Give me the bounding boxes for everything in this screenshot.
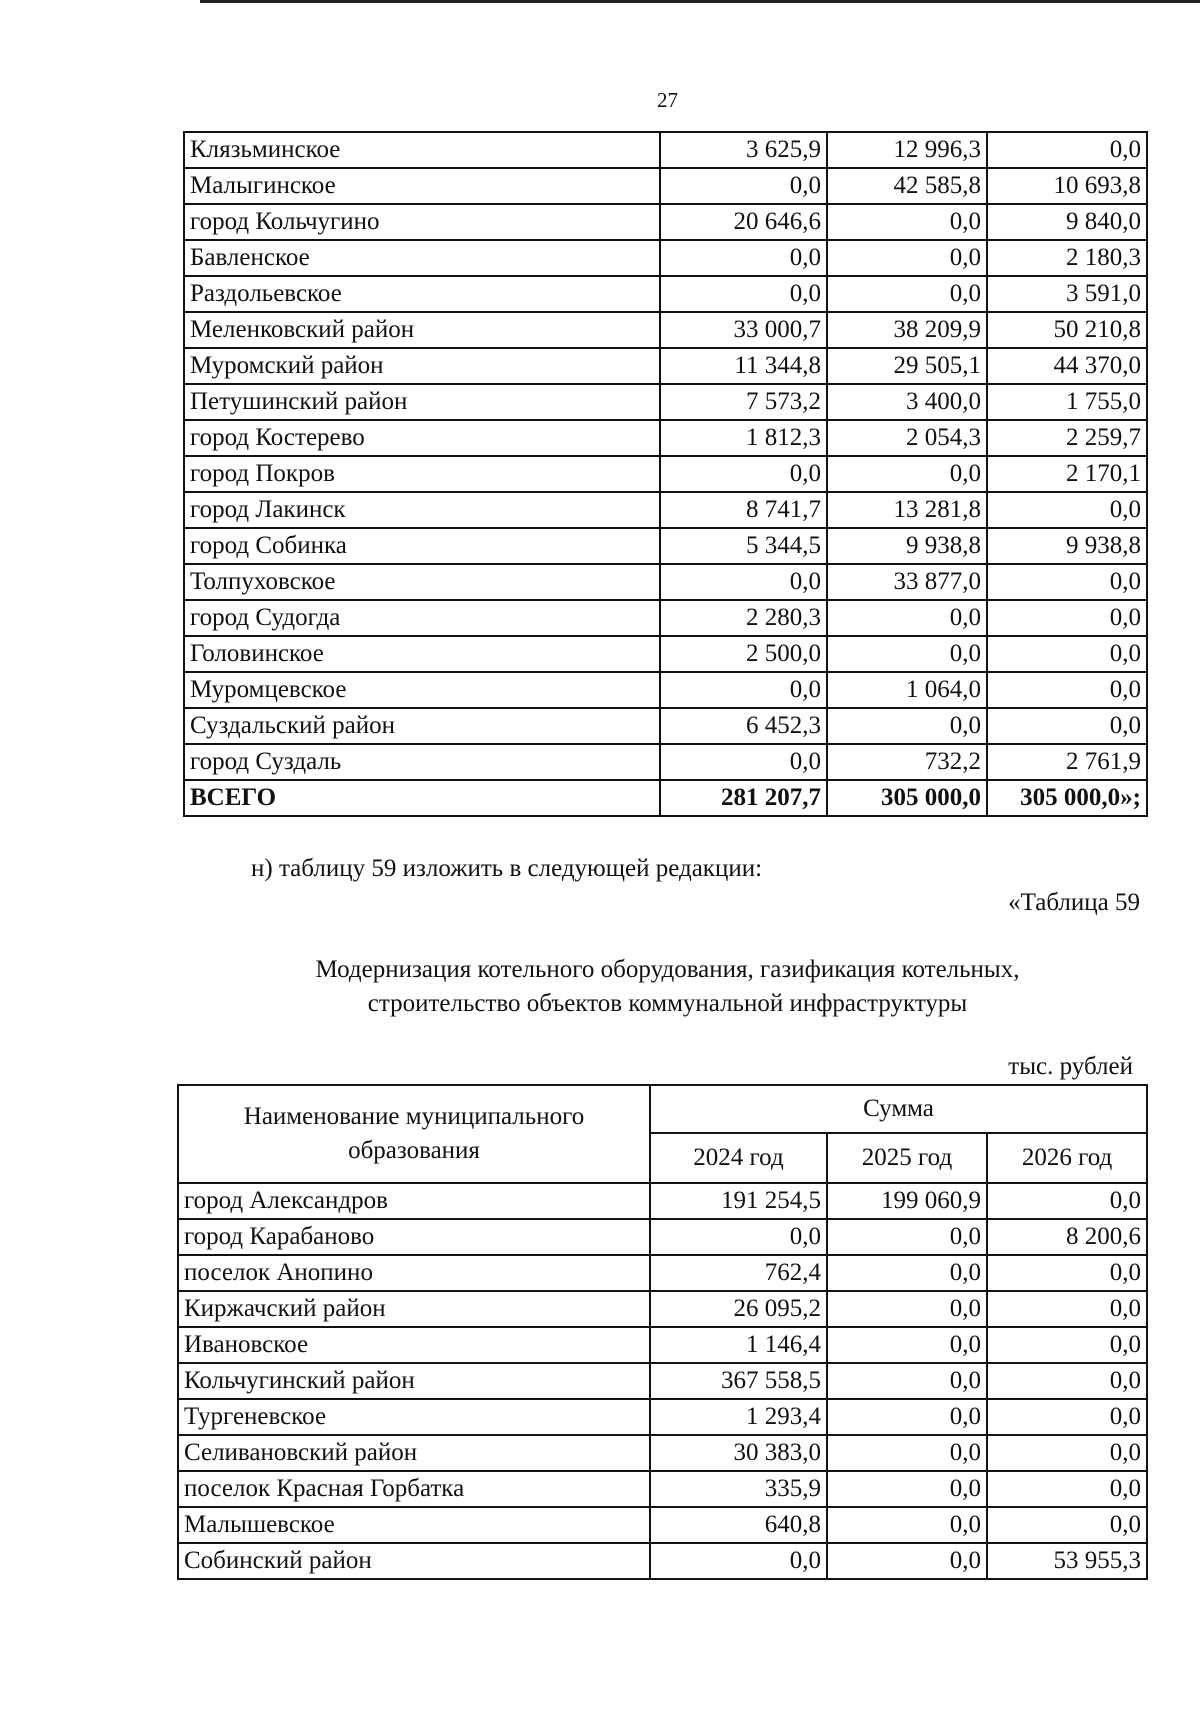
value-2024-cell: 0,0 xyxy=(660,276,827,312)
table-row xyxy=(184,240,1147,276)
municipality-cell: Собинский район xyxy=(178,1543,650,1579)
value-2025-cell: 0,0 xyxy=(827,708,987,744)
table-row xyxy=(184,168,1147,204)
table-row xyxy=(184,348,1147,384)
value-2025-cell: 0,0 xyxy=(827,1399,987,1435)
municipality-cell: Головинское xyxy=(184,636,660,672)
value-2026-cell: 10 693,8 xyxy=(987,168,1147,204)
total-value-2025-cell: 305 000,0 xyxy=(827,780,987,816)
table-row xyxy=(184,636,1147,672)
municipality-cell: Петушинский район xyxy=(184,384,660,420)
value-2024-cell: 6 452,3 xyxy=(660,708,827,744)
table-row xyxy=(178,1183,1147,1219)
header-year-2024: 2024 год xyxy=(650,1133,827,1183)
value-2024-cell: 0,0 xyxy=(660,672,827,708)
value-2025-cell: 0,0 xyxy=(827,600,987,636)
value-2026-cell: 0,0 xyxy=(987,1435,1147,1471)
value-2024-cell: 0,0 xyxy=(660,240,827,276)
value-2026-cell: 50 210,8 xyxy=(987,312,1147,348)
value-2025-cell: 0,0 xyxy=(827,1543,987,1579)
table-row xyxy=(184,204,1147,240)
value-2024-cell: 7 573,2 xyxy=(660,384,827,420)
table-row xyxy=(184,312,1147,348)
table-number-label: «Таблица 59 xyxy=(1008,889,1140,916)
units-label: тыс. рублей xyxy=(1008,1053,1133,1080)
value-2024-cell: 2 500,0 xyxy=(660,636,827,672)
value-2026-cell: 0,0 xyxy=(987,1255,1147,1291)
value-2026-cell: 53 955,3 xyxy=(987,1543,1147,1579)
value-2025-cell: 2 054,3 xyxy=(827,420,987,456)
value-2026-cell: 0,0 xyxy=(987,672,1147,708)
value-2025-cell: 0,0 xyxy=(827,204,987,240)
value-2026-cell: 0,0 xyxy=(987,564,1147,600)
table-row xyxy=(178,1255,1147,1291)
page-top-border xyxy=(200,0,1200,3)
table-title-line-2: строительство объектов коммунальной инфраструктуры xyxy=(367,990,968,1017)
value-2025-cell: 0,0 xyxy=(827,1471,987,1507)
table-row xyxy=(178,1327,1147,1363)
budget-table-continued-body xyxy=(184,132,1147,816)
header-year-2026: 2026 год xyxy=(987,1133,1147,1183)
header-municipality: Наименование муниципального образования xyxy=(178,1085,650,1183)
table-title-line-1: Модернизация котельного оборудования, газификация котельных, xyxy=(315,956,1020,983)
value-2026-cell: 2 170,1 xyxy=(987,456,1147,492)
table-59 xyxy=(177,1084,1148,1580)
value-2026-cell: 0,0 xyxy=(987,636,1147,672)
value-2026-cell: 0,0 xyxy=(987,1291,1147,1327)
value-2026-cell: 9 840,0 xyxy=(987,204,1147,240)
table-row xyxy=(184,672,1147,708)
table-row xyxy=(178,1291,1147,1327)
municipality-cell: город Собинка xyxy=(184,528,660,564)
value-2026-cell: 0,0 xyxy=(987,1507,1147,1543)
table-row xyxy=(184,564,1147,600)
municipality-cell: Суздальский район xyxy=(184,708,660,744)
value-2025-cell: 0,0 xyxy=(827,456,987,492)
value-2025-cell: 0,0 xyxy=(827,276,987,312)
value-2024-cell: 0,0 xyxy=(660,744,827,780)
value-2024-cell: 0,0 xyxy=(660,456,827,492)
value-2025-cell: 0,0 xyxy=(827,1219,987,1255)
municipality-cell: Муромский район xyxy=(184,348,660,384)
table-row xyxy=(178,1543,1147,1579)
municipality-cell: город Судогда xyxy=(184,600,660,636)
table-row xyxy=(178,1219,1147,1255)
value-2025-cell: 0,0 xyxy=(827,1291,987,1327)
value-2024-cell: 3 625,9 xyxy=(660,132,827,168)
value-2026-cell: 0,0 xyxy=(987,1399,1147,1435)
value-2026-cell: 8 200,6 xyxy=(987,1219,1147,1255)
municipality-cell: город Покров xyxy=(184,456,660,492)
value-2025-cell: 12 996,3 xyxy=(827,132,987,168)
municipality-cell: Тургеневское xyxy=(178,1399,650,1435)
total-value-2026-cell: 305 000,0»; xyxy=(987,780,1147,816)
page-number: 27 xyxy=(657,88,678,112)
table-row xyxy=(178,1507,1147,1543)
value-2025-cell: 0,0 xyxy=(827,636,987,672)
table-row xyxy=(184,132,1147,168)
municipality-cell: город Кольчугино xyxy=(184,204,660,240)
value-2024-cell: 367 558,5 xyxy=(650,1363,827,1399)
municipality-cell: Толпуховское xyxy=(184,564,660,600)
table-59-header xyxy=(178,1085,1147,1183)
table-row xyxy=(184,384,1147,420)
municipality-cell: Меленковский район xyxy=(184,312,660,348)
municipality-cell: Раздольевское xyxy=(184,276,660,312)
value-2025-cell: 732,2 xyxy=(827,744,987,780)
value-2026-cell: 0,0 xyxy=(987,1471,1147,1507)
municipality-cell: Клязьминское xyxy=(184,132,660,168)
municipality-cell: город Александров xyxy=(178,1183,650,1219)
value-2026-cell: 9 938,8 xyxy=(987,528,1147,564)
value-2025-cell: 0,0 xyxy=(827,1435,987,1471)
value-2025-cell: 9 938,8 xyxy=(827,528,987,564)
value-2024-cell: 1 293,4 xyxy=(650,1399,827,1435)
value-2024-cell: 2 280,3 xyxy=(660,600,827,636)
value-2024-cell: 1 812,3 xyxy=(660,420,827,456)
table-59-body xyxy=(178,1183,1147,1579)
value-2024-cell: 5 344,5 xyxy=(660,528,827,564)
value-2024-cell: 0,0 xyxy=(660,168,827,204)
value-2024-cell: 0,0 xyxy=(650,1219,827,1255)
municipality-cell: Малыгинское xyxy=(184,168,660,204)
value-2025-cell: 0,0 xyxy=(827,1327,987,1363)
table-row xyxy=(184,456,1147,492)
value-2026-cell: 2 180,3 xyxy=(987,240,1147,276)
value-2025-cell: 38 209,9 xyxy=(827,312,987,348)
table-row xyxy=(184,492,1147,528)
value-2024-cell: 1 146,4 xyxy=(650,1327,827,1363)
municipality-cell: Муромцевское xyxy=(184,672,660,708)
value-2024-cell: 26 095,2 xyxy=(650,1291,827,1327)
municipality-cell: поселок Красная Горбатка xyxy=(178,1471,650,1507)
value-2026-cell: 2 761,9 xyxy=(987,744,1147,780)
value-2024-cell: 30 383,0 xyxy=(650,1435,827,1471)
municipality-cell: Кольчугинский район xyxy=(178,1363,650,1399)
value-2025-cell: 33 877,0 xyxy=(827,564,987,600)
value-2026-cell: 0,0 xyxy=(987,708,1147,744)
value-2025-cell: 0,0 xyxy=(827,1255,987,1291)
municipality-cell: город Лакинск xyxy=(184,492,660,528)
municipality-cell: Селивановский район xyxy=(178,1435,650,1471)
amendment-instruction: н) таблицу 59 изложить в следующей редакции: xyxy=(251,855,763,882)
value-2026-cell: 0,0 xyxy=(987,132,1147,168)
value-2025-cell: 3 400,0 xyxy=(827,384,987,420)
municipality-cell: Киржачский район xyxy=(178,1291,650,1327)
total-municipality-cell: ВСЕГО xyxy=(184,780,660,816)
value-2025-cell: 29 505,1 xyxy=(827,348,987,384)
table-row xyxy=(184,744,1147,780)
value-2024-cell: 33 000,7 xyxy=(660,312,827,348)
value-2025-cell: 0,0 xyxy=(827,1507,987,1543)
value-2026-cell: 44 370,0 xyxy=(987,348,1147,384)
table-row xyxy=(178,1471,1147,1507)
municipality-cell: Малышевское xyxy=(178,1507,650,1543)
value-2026-cell: 2 259,7 xyxy=(987,420,1147,456)
value-2024-cell: 0,0 xyxy=(650,1543,827,1579)
table-row xyxy=(178,1399,1147,1435)
budget-table-continued xyxy=(183,131,1148,817)
header-sum: Сумма xyxy=(650,1085,1147,1133)
value-2024-cell: 335,9 xyxy=(650,1471,827,1507)
municipality-cell: город Костерево xyxy=(184,420,660,456)
table-row xyxy=(184,600,1147,636)
header-year-2025: 2025 год xyxy=(827,1133,987,1183)
value-2024-cell: 20 646,6 xyxy=(660,204,827,240)
municipality-cell: Бавленское xyxy=(184,240,660,276)
total-row xyxy=(184,780,1147,816)
table-row xyxy=(178,1435,1147,1471)
value-2025-cell: 0,0 xyxy=(827,1363,987,1399)
municipality-cell: Ивановское xyxy=(178,1327,650,1363)
value-2025-cell: 13 281,8 xyxy=(827,492,987,528)
total-value-2024-cell: 281 207,7 xyxy=(660,780,827,816)
value-2024-cell: 0,0 xyxy=(660,564,827,600)
value-2024-cell: 11 344,8 xyxy=(660,348,827,384)
municipality-cell: город Суздаль xyxy=(184,744,660,780)
table-row xyxy=(178,1363,1147,1399)
value-2025-cell: 199 060,9 xyxy=(827,1183,987,1219)
value-2026-cell: 0,0 xyxy=(987,1327,1147,1363)
value-2025-cell: 0,0 xyxy=(827,240,987,276)
value-2026-cell: 0,0 xyxy=(987,1183,1147,1219)
table-row xyxy=(184,276,1147,312)
value-2024-cell: 8 741,7 xyxy=(660,492,827,528)
value-2026-cell: 1 755,0 xyxy=(987,384,1147,420)
municipality-cell: город Карабаново xyxy=(178,1219,650,1255)
table-row xyxy=(184,708,1147,744)
municipality-cell: поселок Анопино xyxy=(178,1255,650,1291)
table-row xyxy=(184,528,1147,564)
value-2026-cell: 0,0 xyxy=(987,1363,1147,1399)
table-row xyxy=(184,420,1147,456)
value-2026-cell: 3 591,0 xyxy=(987,276,1147,312)
value-2026-cell: 0,0 xyxy=(987,492,1147,528)
value-2025-cell: 42 585,8 xyxy=(827,168,987,204)
value-2024-cell: 191 254,5 xyxy=(650,1183,827,1219)
value-2025-cell: 1 064,0 xyxy=(827,672,987,708)
value-2024-cell: 762,4 xyxy=(650,1255,827,1291)
value-2024-cell: 640,8 xyxy=(650,1507,827,1543)
value-2026-cell: 0,0 xyxy=(987,600,1147,636)
